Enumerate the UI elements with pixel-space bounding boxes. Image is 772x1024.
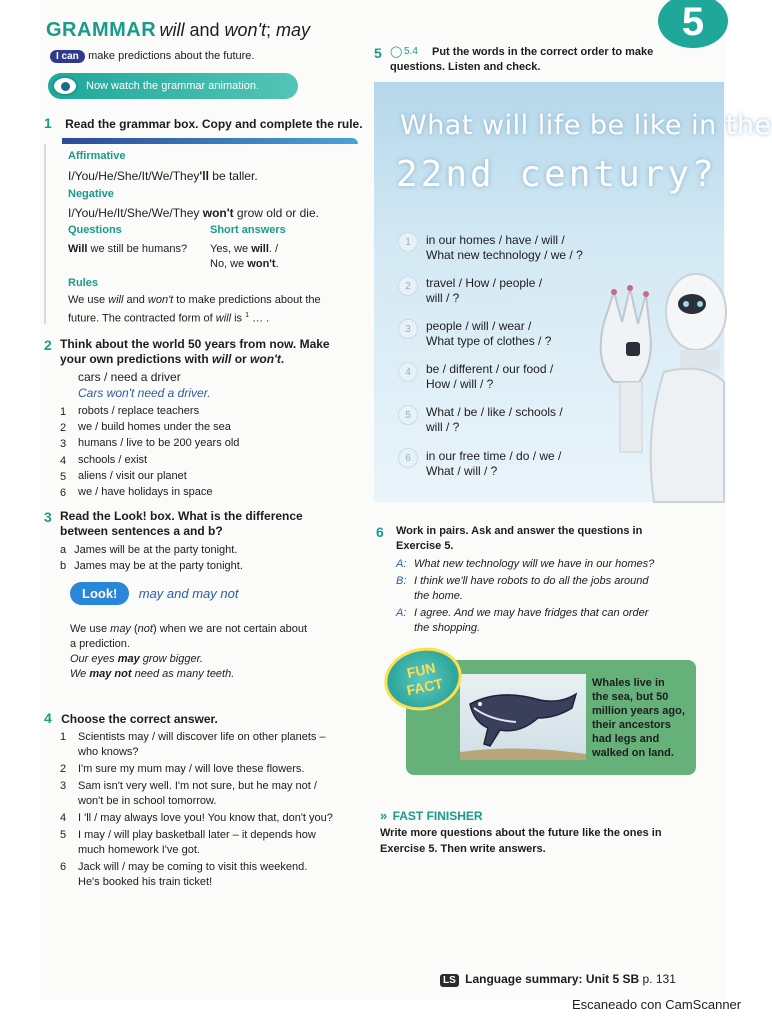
- exercise-1-instruction: 1 Read the grammar box. Copy and complete the rule.: [44, 115, 363, 131]
- robot-illustration: [584, 252, 724, 502]
- watch-animation-button[interactable]: Now watch the grammar animation.: [48, 73, 298, 99]
- list-item: 2 I'm sure my mum may / will love these flowers.: [60, 763, 305, 775]
- panel-title-line-2: 22nd century?: [396, 154, 717, 195]
- language-summary-footer: LS Language summary: Unit 5 SB p. 131: [440, 972, 676, 986]
- look-box-body: We use may (not) when we are not certain about a prediction. Our eyes may grow bigger. We may not need as many teeth.: [70, 623, 308, 680]
- rule-line-2: future. The contracted form of will is $^1$ … .: [68, 312, 270, 325]
- list-item: 6 we / have holidays in space: [60, 486, 213, 499]
- fun-fact-badge: FUN FACT: [378, 641, 467, 718]
- list-item: 1 robots / replace teachers: [60, 405, 200, 418]
- sentence-b: b James may be at the party tonight.: [60, 560, 243, 572]
- dialogue-line: A: I agree. And we may have fridges that can order: [396, 607, 649, 619]
- look-heading: may and may not: [138, 586, 239, 601]
- whale-image: [460, 674, 586, 760]
- example-answer: Cars won't need a driver.: [78, 386, 211, 400]
- audio-icon[interactable]: ◯: [390, 46, 403, 58]
- rule-line-1: We use will and won't to make predictions about the: [68, 294, 321, 306]
- panel-title-line-1: What will life be like in the: [400, 110, 772, 141]
- list-item: 5 aliens / visit our planet: [60, 470, 187, 483]
- exercise-4-instruction: 4 Choose the correct answer.: [44, 710, 218, 726]
- fast-finisher-line-2: Exercise 5. Then write answers.: [380, 843, 546, 855]
- question-line: Will we still be humans?: [68, 243, 188, 255]
- ls-badge: LS: [440, 974, 459, 987]
- dialogue: A: What new technology will we have in our homes? B: I think we'll have robots to do all the jobs around the home. A: I agree. And we may have fridges that can order the shopping.: [396, 557, 716, 636]
- question-number: 3: [398, 319, 418, 339]
- list-item: 6 Jack will / may be coming to visit this weekend. He's booked his train ticket!: [60, 861, 308, 888]
- negative-heading: Negative: [68, 188, 114, 200]
- short-answer-yes: Yes, we will. /: [210, 243, 279, 255]
- ican-text: make predictions about the future.: [88, 50, 255, 62]
- eye-icon: [52, 76, 78, 96]
- question-item: travel / How / people / will / ?: [426, 276, 543, 305]
- fast-forward-icon: »: [380, 808, 388, 823]
- textbook-page: GRAMMAR will and won't; may I can make predictions about the future. Now watch the grammar animation. 5 1 Read the grammar box. Copy and complete the rule. Affirmative I/You/He/She/It/We/They'll be taller. Negative I/You/He/It/She/We/They won't grow old or die. Questions Short answers Will we still be humans? Yes, we will. / No, we won't. Rules We use will and won't to make predictions about the future. The contracted form of will is $^1$ … . 2 Think about the world 50 years from now. Make your own predictions with will or won't. cars / need a driver Cars won't need a driver. 1 robots / replace teachers 2 we / build homes under the sea 3 humans / live to be 200 years old 4 schools / exist 5 aliens / visit our planet 6 we / have holidays in space 3 Read the Look! box. What is the difference between sentences a and b? a James will be at the party tonight. b James may be at the party tonight. Look! may and may not We use may (not) when we are not certain about a prediction. Our eyes may grow bigger. We may not need as many teeth. 4 Choose the correct answer. 1 Scientists may / will discover life on other planets – who knows? 2 I'm sure my mum may / will love these flowers. 3 Sam isn't very well. I'm not sure, but he may not / won't be in school tomorrow. 4 I 'll / may always love you! You know that, don't you? 5 I may / will play basketball later – it depends how much homework I've got. 6 Jack will / may be coming to visit this weekend. He's booked his train ticket! 5 ◯ 5.4 Put the words in the correct order to make questions. Listen and check. What will life be like in the 22nd century? 1 in our homes / have / will / What new technology / we / ? 2 travel / How / people / will / ? 3 people / will / wear / What type of clothes / ? 4 be / different / our food / How / will / ? 5 What / be / like / schools / will / ? 6 in our free time / do / we / What / will / ? 6 Work in pairs. Ask and answer the questions in Exercise 5. A: What new technology will we have in our homes? B: I think we'll have robots to do all the jobs around the home. A: I agree. And we may have fridges that can order the shopping. Whales live in the sea, but 50 million years ago, their ancestors had legs and walked on land. FUN FACT » FAST FINISHER Write more questions about the future like the ones in Exercise 5. Then write answers. LS Language summary: Unit 5 SB p. 131: [40, 0, 726, 1000]
- audio-track: 5.4: [404, 46, 418, 57]
- unit-number-badge: 5: [658, 0, 728, 48]
- question-number: 1: [398, 232, 418, 252]
- negative-line: I/You/He/It/She/We/They won't grow old or die.: [68, 206, 319, 220]
- list-item: 2 we / build homes under the sea: [60, 421, 231, 434]
- list-item: 1 Scientists may / will discover life on other planets – who knows?: [60, 731, 326, 758]
- rules-heading: Rules: [68, 277, 98, 289]
- list-item: 4 I 'll / may always love you! You know that, don't you?: [60, 812, 333, 824]
- affirmative-heading: Affirmative: [68, 150, 126, 162]
- sentence-a: a James will be at the party tonight.: [60, 544, 238, 556]
- example-prompt: cars / need a driver: [78, 370, 181, 384]
- list-item: 4 schools / exist: [60, 454, 148, 467]
- list-item: 3 Sam isn't very well. I'm not sure, but he may not / won't be in school tomorrow.: [60, 780, 317, 807]
- question-number: 2: [398, 276, 418, 296]
- fast-finisher-heading: » FAST FINISHER: [380, 808, 483, 823]
- list-item: 3 humans / live to be 200 years old: [60, 437, 240, 450]
- dialogue-line: B: I think we'll have robots to do all the jobs around: [396, 575, 649, 587]
- short-answer-no: No, we won't.: [210, 258, 279, 270]
- scanner-watermark: Escaneado con CamScanner: [572, 997, 742, 1012]
- question-item: in our homes / have / will / What new technology / we / ?: [426, 233, 583, 262]
- section-label: GRAMMAR: [46, 19, 157, 41]
- grammar-heading: GRAMMAR will and won't; may: [46, 19, 311, 41]
- fast-finisher-line-1: Write more questions about the future like the ones in: [380, 827, 662, 839]
- questions-heading: Questions: [68, 224, 122, 236]
- future-image-panel: [374, 82, 772, 502]
- list-item: 5 I may / will play basketball later – it depends how much homework I've got.: [60, 829, 316, 856]
- affirmative-line: I/You/He/She/It/We/They'll be taller.: [68, 169, 258, 183]
- ican-badge: I can: [50, 50, 85, 63]
- grammar-box: [44, 144, 358, 324]
- short-answers-heading: Short answers: [210, 224, 286, 236]
- question-item: in our free time / do / we / What / will / ?: [426, 449, 562, 478]
- question-item: What / be / like / schools / will / ?: [426, 405, 563, 434]
- question-number: 5: [398, 405, 418, 425]
- dialogue-line: A: What new technology will we have in our homes?: [396, 558, 655, 570]
- whale-illustration: [460, 674, 586, 760]
- ican-row: [50, 48, 254, 64]
- look-badge: Look!: [70, 582, 129, 605]
- question-number: 4: [398, 362, 418, 382]
- fun-fact-text: Whales live in the sea, but 50 million years ago, their ancestors had legs and walked on land.: [592, 677, 685, 759]
- question-number: 6: [398, 448, 418, 468]
- question-item: be / different / our food / How / will / ?: [426, 362, 554, 391]
- question-item: people / will / wear / What type of clothes / ?: [426, 319, 552, 348]
- look-box-header: [70, 586, 238, 601]
